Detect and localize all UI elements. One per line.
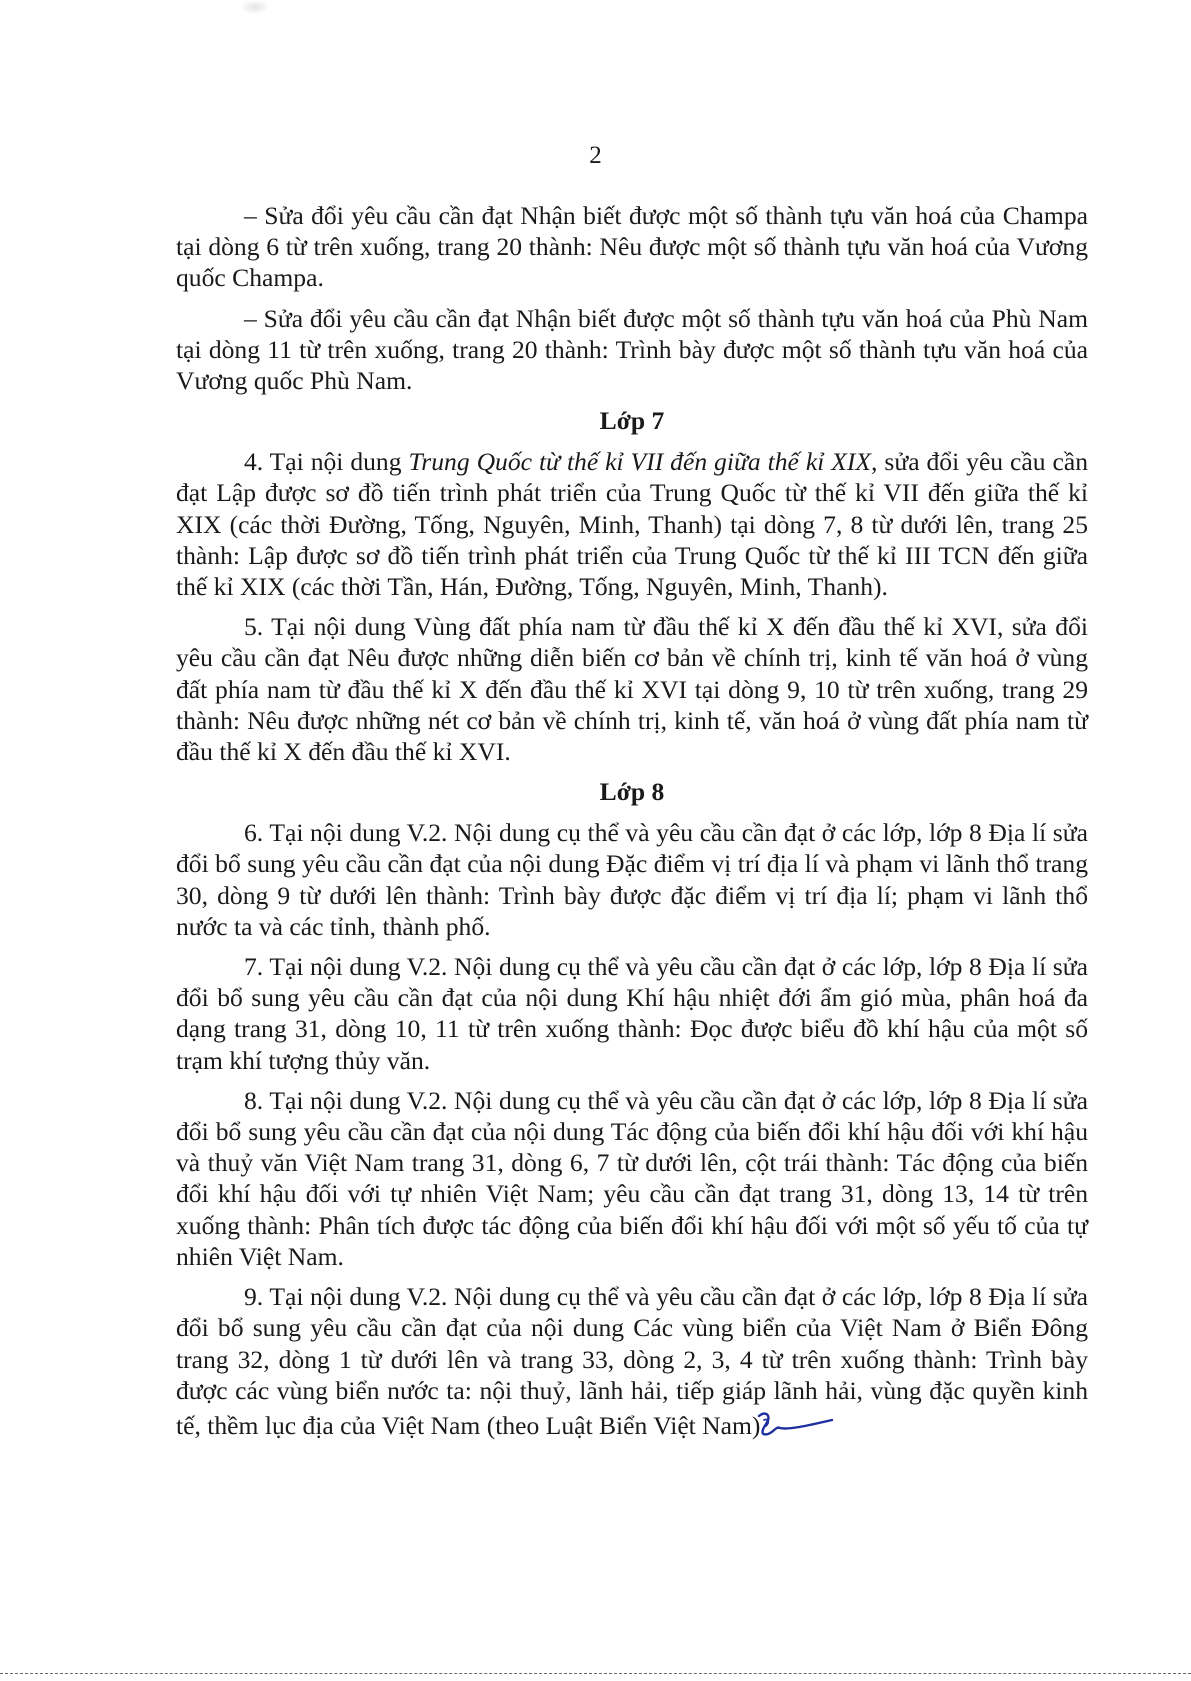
item-4-topic: Trung Quốc từ thế kỉ VII đến giữa thế kỉ XIX, bbox=[408, 447, 878, 477]
heading-grade-8: Lớp 8 bbox=[599, 777, 665, 807]
bottom-scan-edge bbox=[0, 1673, 1191, 1674]
item-5: 5. Tại nội dung Vùng đất phía nam từ đầu thế kỉ X đến đầu thế kỉ XVI, sửa đổi yêu cầu cần đạt Nêu được những diễn biến cơ bản về chính trị, kinh tế văn hoá ở vùng đất phía nam từ đầu thế kỉ X đến đầu thế kỉ XVI tại dòng 9, 10 từ trên xuống, trang 29 thành: Nêu được những nét cơ bản về chính trị, kinh tế, văn hoá ở vùng đất phía nam từ đầu thế kỉ X đến đầu thế kỉ XVI. bbox=[176, 612, 1088, 767]
item-9-text: 9. Tại nội dung V.2. Nội dung cụ thể và yêu cầu cần đạt ở các lớp, lớp 8 Địa lí sửa đổi bổ sung yêu cầu cần đạt của nội dung Các vùng biển của Việt Nam ở Biển Đông trang 32, dòng 1 từ dưới lên và trang 33, dòng 2, 3, 4 từ trên xuống thành: Trình bày được các vùng biển nước ta: nội thuỷ, lãnh hải, tiếp giáp lãnh hải, vùng đặc quyền kinh tế, thềm lục địa của Việt Nam (theo Luật Biển Việt Nam) bbox=[176, 1282, 1088, 1440]
scan-smudge bbox=[240, 0, 270, 14]
item-9 bbox=[176, 1281, 1088, 1441]
paragraph-phu-nam: – Sửa đổi yêu cầu cần đạt Nhận biết được một số thành tựu văn hoá của Phù Nam tại dòng 11 từ trên xuống, trang 20 thành: Trình bày được một số thành tựu văn hoá của Vương quốc Phù Nam. bbox=[176, 303, 1088, 396]
item-6: 6. Tại nội dung V.2. Nội dung cụ thể và yêu cầu cần đạt ở các lớp, lớp 8 Địa lí sửa đổi bổ sung yêu cầu cần đạt của nội dung Đặc điểm vị trí địa lí và phạm vi lãnh thổ trang 30, dòng 9 từ dưới lên thành: Trình bày được đặc điểm vị trí địa lí; phạm vi lãnh thổ nước ta và các tỉnh, thành phố. bbox=[176, 818, 1088, 941]
item-8: 8. Tại nội dung V.2. Nội dung cụ thể và yêu cầu cần đạt ở các lớp, lớp 8 Địa lí sửa đổi bổ sung yêu cầu cần đạt của nội dung Tác động của biến đổi khí hậu đối với khí hậu và thuỷ văn Việt Nam trang 31, dòng 6, 7 từ dưới lên, cột trái thành: Tác động của biến đổi khí hậu đối với tự nhiên Việt Nam; yêu cầu cần đạt trang 31, dòng 13, 14 từ trên xuống thành: Phân tích được tác động của biến đổi khí hậu đối với một số yếu tố của tự nhiên Việt Nam. bbox=[176, 1085, 1088, 1271]
page-number: 2 bbox=[589, 142, 602, 169]
item-4-prefix: 4. Tại nội dung bbox=[244, 447, 409, 477]
heading-grade-7: Lớp 7 bbox=[599, 406, 665, 436]
initials-signature-icon bbox=[756, 1406, 834, 1440]
paragraph-champa: – Sửa đổi yêu cầu cần đạt Nhận biết được một số thành tựu văn hoá của Champa tại dòng 6 từ trên xuống, trang 20 thành: Nêu được một số thành tựu văn hoá của Vương quốc Champa. bbox=[176, 201, 1088, 293]
item-7: 7. Tại nội dung V.2. Nội dung cụ thể và yêu cầu cần đạt ở các lớp, lớp 8 Địa lí sửa đổi bổ sung yêu cầu cần đạt của nội dung Khí hậu nhiệt đới ẩm gió mùa, phân hoá đa dạng trang 31, dòng 10, 11 từ trên xuống thành: Đọc được biểu đồ khí hậu của một số trạm khí tượng thủy văn. bbox=[176, 952, 1088, 1075]
document-body bbox=[176, 200, 1088, 1450]
item-4 bbox=[176, 446, 1088, 602]
item-4-rest: sửa đổi yêu cầu cần đạt Lập được sơ đồ tiến trình phát triển của Trung Quốc từ thế kỉ VII đến giữa thế kỉ XIX (các thời Đường, Tống, Nguyên, Minh, Thanh) tại dòng 7, 8 từ dưới lên, trang 25 thành: Lập được sơ đồ tiến trình phát triển của Trung Quốc từ thế kỉ III TCN đến giữa thế kỉ XIX (các thời Tần, Hán, Đường, Tống, Nguyên, Minh, Thanh). bbox=[176, 447, 1089, 602]
